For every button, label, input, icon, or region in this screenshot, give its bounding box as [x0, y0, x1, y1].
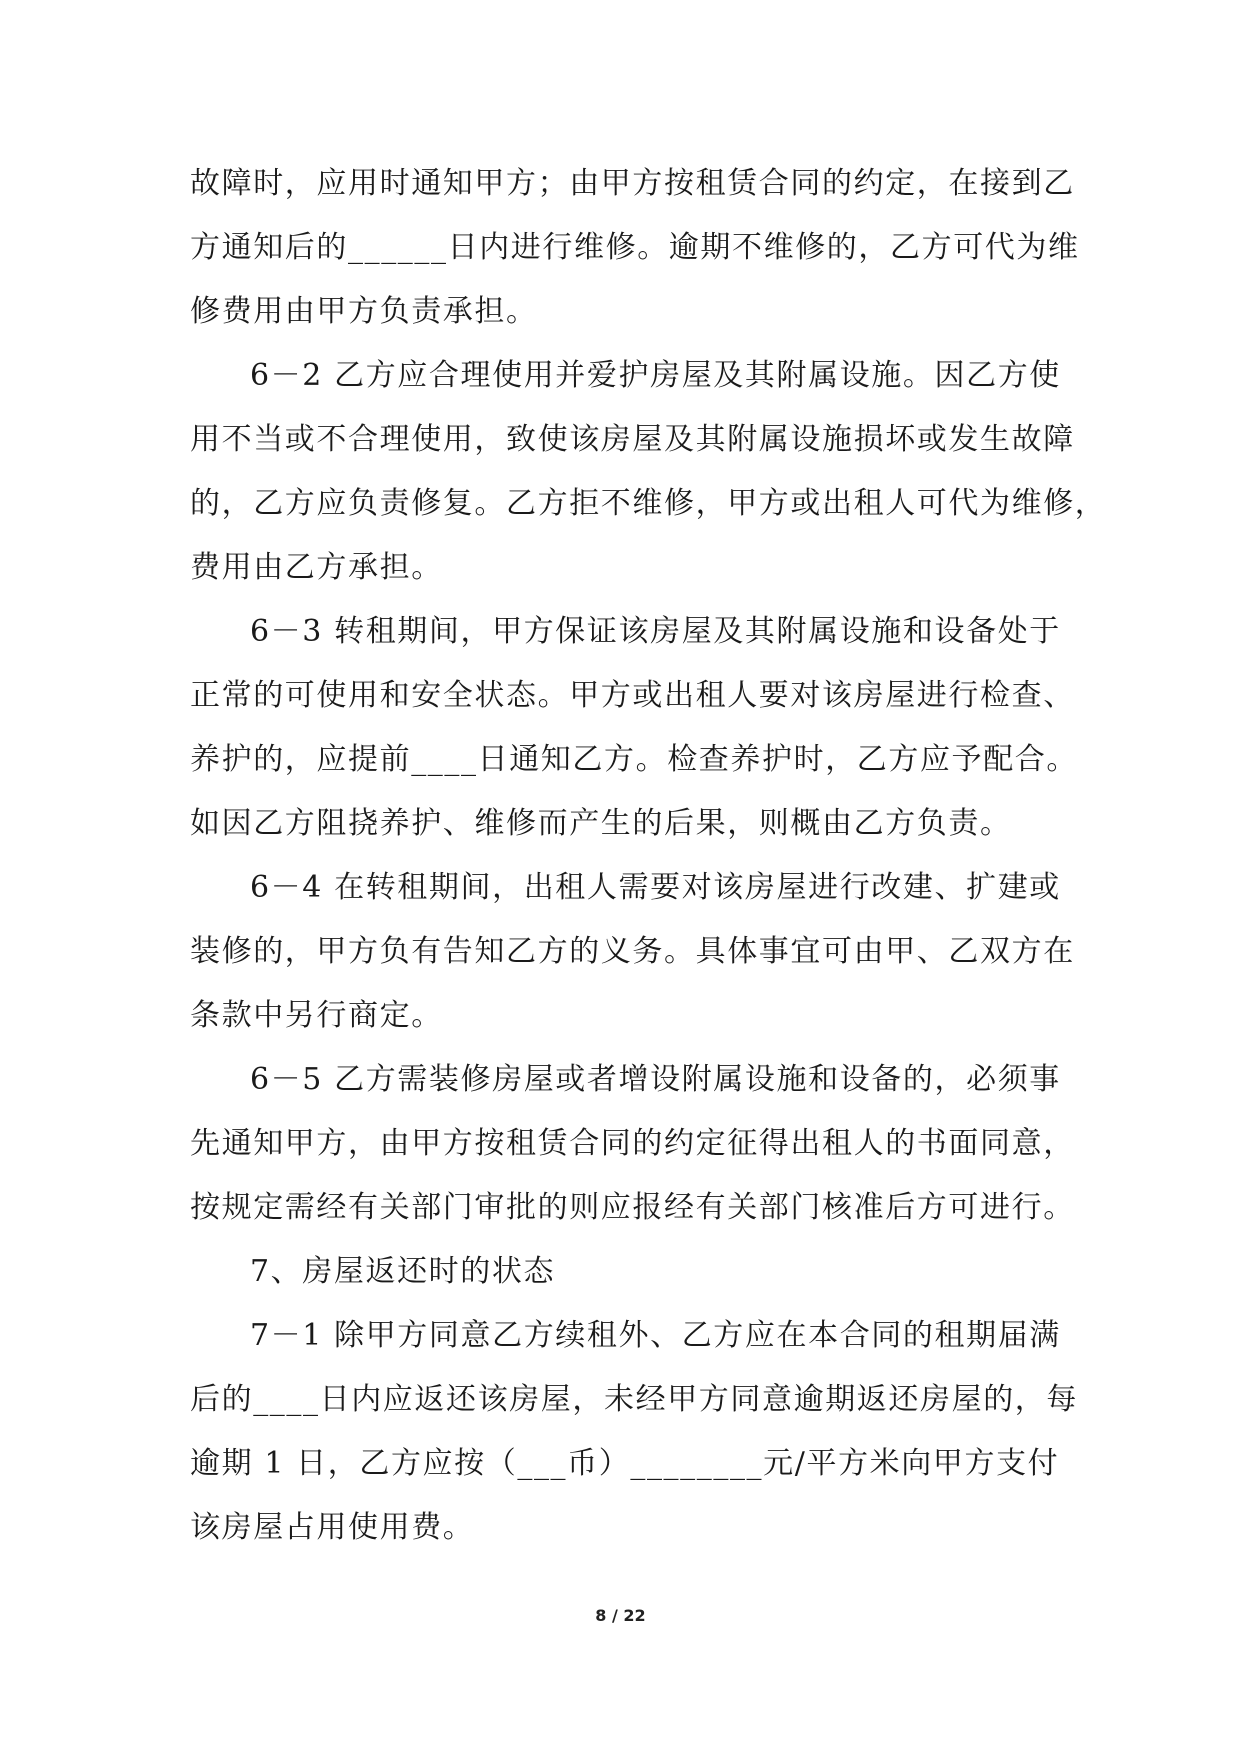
clause-6-4-start: 6－4 在转租期间，出租人需要对该房屋进行改建、扩建或 [250, 870, 1061, 905]
text-line: 故障时，应用时通知甲方；由甲方按租赁合同的约定，在接到乙 [190, 166, 1075, 201]
text-line: 该房屋占用使用费。 [190, 1510, 475, 1545]
text-line: 养护的，应提前____日通知乙方。检查养护时，乙方应予配合。 [190, 742, 1078, 777]
text-line: 逾期 1 日，乙方应按（___币）________元/平方米向甲方支付 [190, 1446, 1060, 1481]
text-line: 修费用由甲方负责承担。 [190, 294, 538, 329]
text-line: 如因乙方阻挠养护、维修而产生的后果，则概由乙方负责。 [190, 806, 1012, 841]
page-number: 8 / 22 [595, 1606, 646, 1625]
text-line: 按规定需经有关部门审批的则应报经有关部门核准后方可进行。 [190, 1190, 1075, 1225]
clause-7-1-start: 7－1 除甲方同意乙方续租外、乙方应在本合同的租期届满 [250, 1318, 1061, 1353]
clause-6-5-start: 6－5 乙方需装修房屋或者增设附属设施和设备的，必须事 [250, 1062, 1061, 1097]
text-line: 方通知后的______日内进行维修。逾期不维修的，乙方可代为维 [190, 230, 1080, 265]
section-7-heading: 7、房屋返还时的状态 [250, 1254, 556, 1289]
text-line: 后的____日内应返还该房屋，未经甲方同意逾期返还房屋的，每 [190, 1382, 1078, 1417]
text-line: 条款中另行商定。 [190, 998, 443, 1033]
text-line: 先通知甲方，由甲方按租赁合同的约定征得出租人的书面同意， [190, 1126, 1075, 1161]
text-line: 用不当或不合理使用，致使该房屋及其附属设施损坏或发生故障 [190, 422, 1075, 457]
text-line: 费用由乙方承担。 [190, 550, 443, 585]
text-line: 正常的可使用和安全状态。甲方或出租人要对该房屋进行检查、 [190, 678, 1075, 713]
clause-6-2-start: 6－2 乙方应合理使用并爱护房屋及其附属设施。因乙方使 [250, 358, 1061, 393]
text-line: 装修的，甲方负有告知乙方的义务。具体事宜可由甲、乙双方在 [190, 934, 1075, 969]
clause-6-3-start: 6－3 转租期间，甲方保证该房屋及其附属设施和设备处于 [250, 614, 1061, 649]
document-body [190, 152, 1107, 1560]
text-line: 的，乙方应负责修复。乙方拒不维修，甲方或出租人可代为维修， [190, 486, 1107, 521]
